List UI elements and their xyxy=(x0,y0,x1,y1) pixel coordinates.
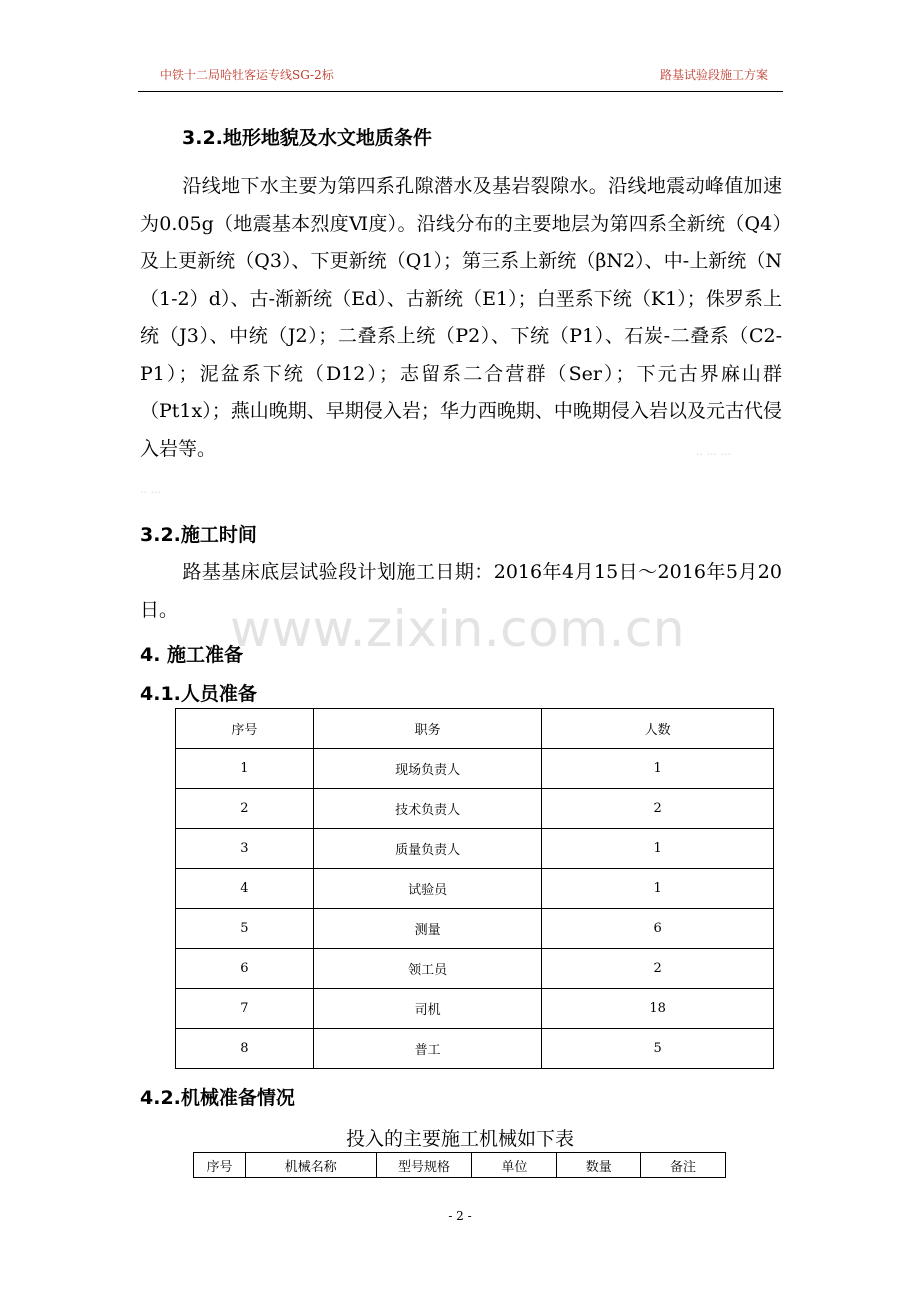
section-heading-terrain: 3.2.地形地貌及水文地质条件 xyxy=(182,127,432,149)
page-number: - 2 - xyxy=(448,1209,472,1223)
faint-mark: ·· ··· ··· xyxy=(696,448,731,461)
header-divider xyxy=(138,91,783,92)
machinery-table-caption: 投入的主要施工机械如下表 xyxy=(345,1128,574,1150)
section-heading-preparation: 4. 施工准备 xyxy=(140,644,244,666)
table-cell: 2 xyxy=(542,789,774,829)
table-cell: 1 xyxy=(542,829,774,869)
table-cell: 2 xyxy=(542,949,774,989)
table-row xyxy=(176,829,774,869)
table-cell: 6 xyxy=(176,949,314,989)
section-heading-machinery: 4.2.机械准备情况 xyxy=(140,1087,295,1109)
paragraph-terrain-text: 沿线地下水主要为第四系孔隙潜水及基岩裂隙水。沿线地震动峰值加速为0.05g（地震基本烈度Ⅵ度）。沿线分布的主要地层为第四系全新统（Q4）及上更新统（Q3）、下更新统（Q1）；第三系上新统（βN2）、中-上新统（N（1-2）d）、古-渐新统（Ed）、古新统（E1）；白垩系下统（K1）；侏罗系上统（J3）、中统（J2）；二叠系上统（P2）、下统（P1）、石炭-二叠系（C2-P1）；泥盆系下统（D12）；志留系二合营群（Ser）；下元古界麻山群（Pt1x）；燕山晚期、早期侵入岩；华力西晚期、中晚期侵入岩以及元古代侵入岩等。 xyxy=(140,175,782,460)
column-header: 序号 xyxy=(194,1153,246,1178)
column-header: 数量 xyxy=(557,1153,641,1178)
table-cell: 3 xyxy=(176,829,314,869)
table-row xyxy=(176,1029,774,1069)
table-cell: 6 xyxy=(542,909,774,949)
table-header-row xyxy=(176,709,774,749)
column-header: 职务 xyxy=(313,709,542,749)
table-cell: 领工员 xyxy=(313,949,542,989)
table-cell: 8 xyxy=(176,1029,314,1069)
machinery-table xyxy=(193,1152,726,1178)
personnel-table xyxy=(175,708,774,1069)
table-cell: 2 xyxy=(176,789,314,829)
header-document-title: 路基试验段施工方案 xyxy=(659,68,768,82)
column-header: 型号规格 xyxy=(376,1153,472,1178)
table-row xyxy=(176,869,774,909)
table-row xyxy=(176,909,774,949)
column-header: 备注 xyxy=(641,1153,726,1178)
table-row xyxy=(176,749,774,789)
table-row xyxy=(176,949,774,989)
table-cell: 现场负责人 xyxy=(313,749,542,789)
watermark: www.zixin.com.cn xyxy=(230,600,686,658)
table-cell: 质量负责人 xyxy=(313,829,542,869)
table-cell: 技术负责人 xyxy=(313,789,542,829)
table-cell: 1 xyxy=(176,749,314,789)
table-row xyxy=(176,989,774,1029)
table-cell: 5 xyxy=(176,909,314,949)
table-cell: 7 xyxy=(176,989,314,1029)
header-project-name: 中铁十二局哈牡客运专线SG-2标 xyxy=(160,68,334,82)
table-cell: 5 xyxy=(542,1029,774,1069)
table-cell: 测量 xyxy=(313,909,542,949)
column-header: 机械名称 xyxy=(245,1153,376,1178)
table-cell: 普工 xyxy=(313,1029,542,1069)
column-header: 序号 xyxy=(176,709,314,749)
section-heading-schedule: 3.2.施工时间 xyxy=(140,524,257,546)
table-cell: 18 xyxy=(542,989,774,1029)
table-row xyxy=(176,789,774,829)
table-cell: 1 xyxy=(542,749,774,789)
faint-mark: ·· ··· xyxy=(140,486,161,499)
table-cell: 司机 xyxy=(313,989,542,1029)
section-heading-personnel: 4.1.人员准备 xyxy=(140,683,257,705)
table-header-row xyxy=(194,1153,726,1178)
column-header: 单位 xyxy=(472,1153,557,1178)
column-header: 人数 xyxy=(542,709,774,749)
table-cell: 试验员 xyxy=(313,869,542,909)
table-cell: 4 xyxy=(176,869,314,909)
paragraph-terrain xyxy=(140,168,782,468)
table-cell: 1 xyxy=(542,869,774,909)
paragraph-schedule-text: 路基基床底层试验段计划施工日期：2016年4月15日～2016年5月20日。 xyxy=(140,561,782,621)
